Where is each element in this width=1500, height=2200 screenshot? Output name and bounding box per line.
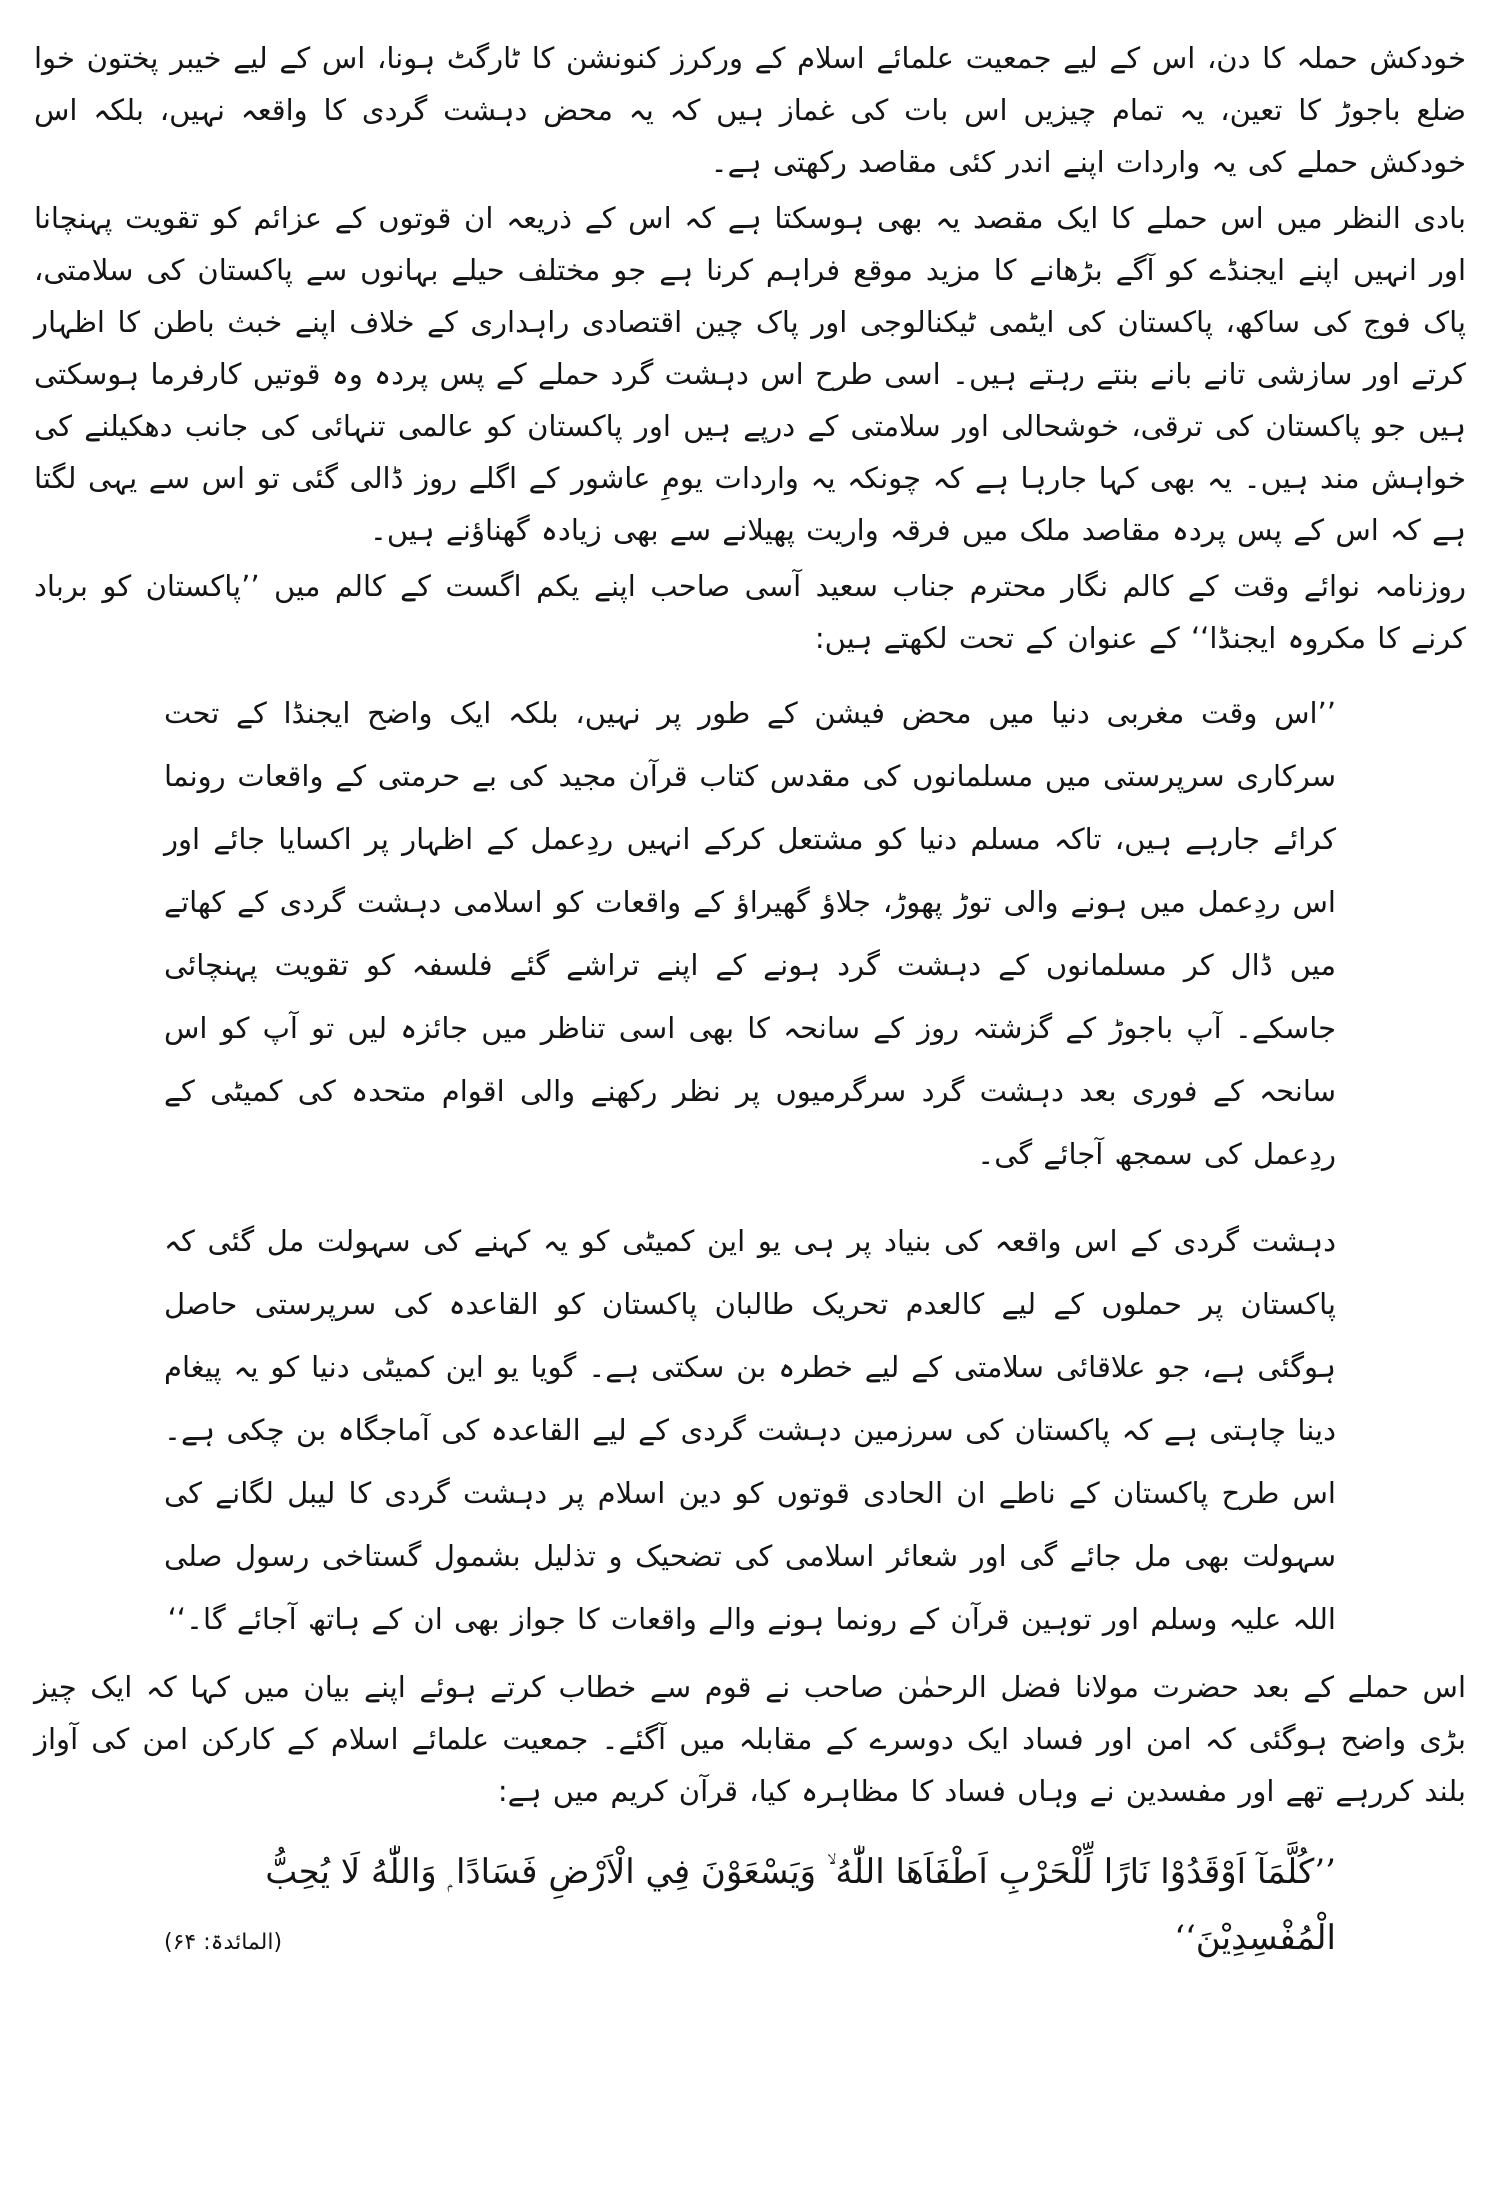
paragraph-maulana-statement: اس حملے کے بعد حضرت مولانا فضل الرحمٰن صاحب نے قوم سے خطاب کرتے ہوئے اپنے بیان میں کہا کہ ایک چیز بڑی واضح ہوگئی کہ امن اور فساد ایک دوسرے کے مقابلہ میں آگئے۔ جمعیت علمائے اسلام کے کارکن امن کی آواز بلند کررہے تھے اور مفسدین نے وہاں فساد کا مظاہرہ کیا، قرآن کریم میں ہے: [34, 1670, 1466, 1808]
paragraph-attack-purpose: بادی النظر میں اس حملے کا ایک مقصد یہ بھی ہوسکتا ہے کہ اس کے ذریعہ ان قوتوں کے عزائم کو تقویت پہنچانا اور انہیں اپنے ایجنڈے کو آگے بڑھانے کا مزید موقع فراہم کرنا ہے جو مختلف حیلے بہانوں سے پاکستان کی سلامتی، پاک فوج کی ساکھ، پاکستان کی ایٹمی ٹیکنالوجی اور پاک چین اقتصادی راہداری کے خلاف اپنے خبث باطن کا اظہار کرتے اور سازشی تانے بانے بنتے رہتے ہیں۔ اسی طرح اس دہشت گرد حملے کے پس پردہ وہ قوتیں کارفرما ہوسکتی ہیں جو پاکستان کی ترقی، خوشحالی اور سلامتی کے درپے ہیں اور پاکستان کو عالمی تنہائی کی جانب دھکیلنے کی خواہش مند ہیں۔ یہ بھی کہا جارہا ہے کہ چونکہ یہ واردات یومِ عاشور کے اگلے روز ڈالی گئی تو اس سے یہی لگتا ہے کہ اس کے پس پردہ مقاصد ملک میں فرقہ واریت پھیلانے سے بھی زیادہ گھناؤنے ہیں۔ [34, 201, 1466, 547]
verse-last-row [164, 1905, 1336, 1976]
block-quote-first: ’’اس وقت مغربی دنیا میں محض فیشن کے طور پر نہیں، بلکہ ایک واضح ایجنڈا کے تحت سرکاری سرپرستی میں مسلمانوں کی مقدس کتاب قرآن مجید کی بے حرمتی کے واقعات رونما کرائے جارہے ہیں، تاکہ مسلم دنیا کو مشتعل کرکے انہیں ردِعمل کے اظہار پر اکسایا جائے اور اس ردِعمل میں ہونے والی توڑ پھوڑ، جلاؤ گھیراؤ کے واقعات کو اسلامی دہشت گردی کے کھاتے میں ڈال کر مسلمانوں کے دہشت گرد ہونے کے اپنے تراشے گئے فلسفہ کو تقویت پہنچائی جاسکے۔ آپ باجوڑ کے گزشتہ روز کے سانحہ کا بھی اسی تناظر میں جائزہ لیں تو آپ کو اس سانحہ کے فوری بعد دہشت گرد سرگرمیوں پر نظر رکھنے والی اقوام متحدہ کی کمیٹی کے ردِعمل کی سمجھ آجائے گی۔ [164, 696, 1336, 1171]
verse-line-1: ’’كُلَّمَآ اَوْقَدُوْا نَارًا لِّلْحَرْبِ اَطْفَاَهَا اللّٰهُ ۙ وَيَسْعَوْنَ فِي الْاَرْضِ فَسَادًا ۭ وَاللّٰهُ لَا يُحِبُّ [265, 1852, 1336, 1892]
paragraph-column-intro: روزنامہ نوائے وقت کے کالم نگار محترم جناب سعید آسی صاحب اپنے یکم اگست کے کالم میں ’’پاکستان کو برباد کرنے کا مکروہ ایجنڈا‘‘ کے عنوان کے تحت لکھتے ہیں: [34, 569, 1466, 655]
quran-verse [34, 1839, 1466, 1976]
block-quote-second: دہشت گردی کے اس واقعہ کی بنیاد پر ہی یو این کمیٹی کو یہ کہنے کی سہولت مل گئی کہ پاکستان پر حملوں کے لیے کالعدم تحریک طالبان پاکستان کو القاعدہ کی سرپرستی حاصل ہوگئی ہے، جو علاقائی سلامتی کے لیے خطرہ بن سکتی ہے۔ گویا یو این کمیٹی دنیا کو یہ پیغام دینا چاہتی ہے کہ پاکستان کی سرزمین دہشت گردی کے لیے القاعدہ کی آماجگاہ بن چکی ہے۔ اس طرح پاکستان کے ناطے ان الحادی قوتوں کو دین اسلام پر دہشت گردی کا لیبل لگانے کی سہولت بھی مل جائے گی اور شعائر اسلامی کی تضحیک و تذلیل بشمول گستاخی رسول صلی اللہ علیہ وسلم اور توہین قرآن کے رونما ہونے والے واقعات کا جواز بھی ان کے ہاتھ آجائے گا۔‘‘ [164, 1224, 1336, 1636]
verse-line-2: الْمُفْسِدِيْنَ‘‘ [1174, 1918, 1336, 1958]
verse-reference: (المائدۃ: ۶۴) [164, 1930, 283, 1955]
paragraph-attack-context: خودکش حملہ کا دن، اس کے لیے جمعیت علمائے اسلام کے ورکرز کنونشن کا ٹارگٹ ہونا، اس کے لیے خیبر پختون خوا ضلع باجوڑ کا تعین، یہ تمام چیزیں اس بات کی غماز ہیں کہ یہ محض دہشت گردی کا واقعہ نہیں، بلکہ اس خودکش حملے کی یہ واردات اپنے اندر کئی مقاصد رکھتی ہے۔ [34, 41, 1466, 179]
